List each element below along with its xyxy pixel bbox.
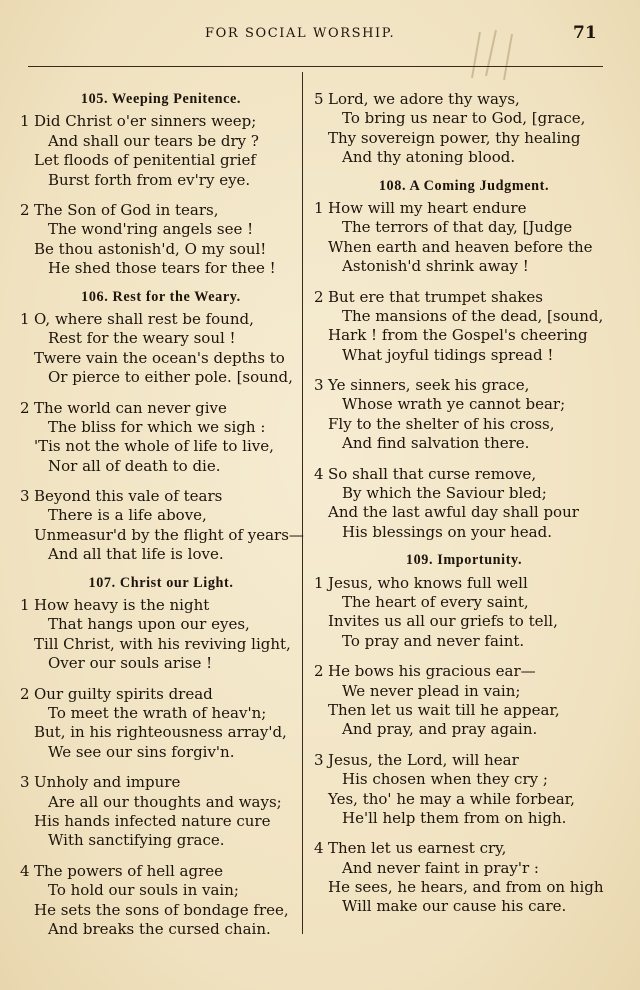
verse-line xyxy=(314,503,614,522)
verse-text: To pray and never faint. xyxy=(342,631,525,650)
verse-line xyxy=(314,859,614,878)
verse-text: There is a life above, xyxy=(48,506,207,525)
verse-line xyxy=(20,773,302,792)
verse-text: Then let us wait till he appear, xyxy=(328,700,560,719)
verse-text: Invites us all our griefs to tell, xyxy=(328,612,558,631)
verse-line xyxy=(314,632,614,651)
verse-line xyxy=(314,109,614,128)
right-column xyxy=(314,90,614,926)
stanza-number: 5 xyxy=(314,90,324,108)
verse-text: Fly to the shelter of his cross, xyxy=(328,414,555,433)
stanza xyxy=(20,399,302,477)
verse-text: Burst forth from ev'ry eye. xyxy=(48,170,251,189)
verse-text: To hold our souls in vain; xyxy=(48,881,239,900)
hymn xyxy=(20,90,302,279)
hymn-title: 107. Christ our Light. xyxy=(88,574,234,591)
verse-line xyxy=(314,326,614,345)
verse-line xyxy=(20,615,302,634)
hymn xyxy=(20,288,302,565)
verse-line xyxy=(20,862,302,881)
verse-text: And find salvation there. xyxy=(342,434,530,453)
stanza-number: 3 xyxy=(314,376,324,395)
verse-line xyxy=(314,395,614,414)
verse-line xyxy=(20,881,302,900)
verse-line xyxy=(314,434,614,453)
verse-line xyxy=(20,220,302,239)
verse-text: We never plead in vain; xyxy=(342,681,521,700)
verse-line xyxy=(314,465,614,484)
stanza-number: 2 xyxy=(314,662,324,681)
verse-text: And pray, and pray again. xyxy=(342,720,538,739)
verse-text: The powers of hell agree xyxy=(34,861,224,880)
verse-text: The bliss for which we sigh : xyxy=(48,417,266,436)
verse-text: Nor all of death to die. xyxy=(48,456,221,475)
verse-text: Ye sinners, seek his grace, xyxy=(328,376,530,395)
verse-text: He bows his gracious ear— xyxy=(328,662,536,681)
verse-text: Over our souls arise ! xyxy=(48,654,213,673)
hymn-title: 106. Rest for the Weary. xyxy=(81,288,241,305)
verse-text: His blessings on your head. xyxy=(342,522,552,541)
stanza-number: 2 xyxy=(20,684,30,703)
verse-line xyxy=(20,635,302,654)
verse-line xyxy=(314,148,614,167)
verse-text: He sets the sons of bondage free, xyxy=(34,900,289,919)
verse-line xyxy=(20,793,302,812)
handwritten-mark-icon xyxy=(466,24,546,84)
verse-line xyxy=(314,90,614,109)
verse-text: To bring us near to God, [grace, xyxy=(342,109,586,128)
stanza-number: 2 xyxy=(20,200,30,219)
verse-text: Hark ! from the Gospel's cheering xyxy=(328,326,588,345)
verse-line xyxy=(20,437,302,456)
verse-line xyxy=(20,171,302,190)
stanza-number: 4 xyxy=(314,464,324,483)
stanza xyxy=(20,685,302,763)
verse-text: He sees, he hears, and from on high xyxy=(328,878,604,897)
verse-text: The Son of God in tears, xyxy=(34,200,219,219)
verse-line xyxy=(20,704,302,723)
stanza-number: 4 xyxy=(20,861,30,880)
verse-text: Yes, tho' he may a while forbear, xyxy=(328,789,575,808)
verse-line xyxy=(20,151,302,170)
verse-text: The wond'ring angels see ! xyxy=(48,220,254,239)
verse-text: And shall our tears be dry ? xyxy=(48,131,259,150)
verse-line xyxy=(20,310,302,329)
verse-text: Lord, we adore thy ways, xyxy=(328,90,520,108)
verse-text: O, where shall rest be found, xyxy=(34,309,254,328)
verse-line xyxy=(314,612,614,631)
verse-line xyxy=(20,329,302,348)
page-header xyxy=(0,22,640,52)
verse-line xyxy=(20,201,302,220)
verse-line xyxy=(20,526,302,545)
stanza xyxy=(20,112,302,190)
stanza-number: 2 xyxy=(314,287,324,306)
stanza xyxy=(314,662,614,740)
verse-line xyxy=(314,720,614,739)
stanza-number: 3 xyxy=(314,750,324,769)
verse-text: We see our sins forgiv'n. xyxy=(48,742,235,761)
verse-line xyxy=(314,307,614,326)
verse-text: Unholy and impure xyxy=(34,773,181,792)
verse-text: Will make our cause his care. xyxy=(342,897,567,916)
verse-line xyxy=(20,831,302,850)
verse-text: Till Christ, with his reviving light, xyxy=(34,634,291,653)
verse-line xyxy=(20,723,302,742)
verse-line xyxy=(314,790,614,809)
stanza xyxy=(20,862,302,940)
verse-line xyxy=(314,809,614,828)
verse-line xyxy=(20,349,302,368)
hymn-title: 109. Importunity. xyxy=(405,552,523,569)
verse-line xyxy=(20,743,302,762)
stanza xyxy=(314,839,614,917)
verse-text: And breaks the cursed chain. xyxy=(48,919,271,938)
verse-text: What joyful tidings spread ! xyxy=(342,345,554,364)
stanza-number: 3 xyxy=(20,487,30,506)
verse-text: Let floods of penitential grief xyxy=(34,151,256,170)
stanza xyxy=(20,310,302,388)
verse-line xyxy=(314,257,614,276)
verse-text: Jesus, who knows full well xyxy=(328,573,528,592)
stanza xyxy=(20,201,302,279)
verse-text: Or pierce to either pole. [sound, xyxy=(48,368,293,387)
verse-text: And the last awful day shall pour xyxy=(328,503,579,522)
verse-line xyxy=(314,574,614,593)
verse-line xyxy=(20,596,302,615)
verse-line xyxy=(314,199,614,218)
verse-text: Did Christ o'er sinners weep; xyxy=(34,112,257,131)
stanza xyxy=(314,90,614,168)
stanza-number: 1 xyxy=(314,198,324,217)
verse-line xyxy=(20,457,302,476)
verse-text: That hangs upon our eyes, xyxy=(48,615,250,634)
verse-text: So shall that curse remove, xyxy=(328,464,537,483)
verse-line xyxy=(314,218,614,237)
verse-text: Rest for the weary soul ! xyxy=(48,329,236,348)
verse-line xyxy=(314,129,614,148)
verse-text: Twere vain the ocean's depths to xyxy=(34,348,285,367)
verse-text: When earth and heaven before the xyxy=(328,237,593,256)
verse-line xyxy=(314,770,614,789)
hymn xyxy=(314,90,614,168)
stanza xyxy=(314,574,614,652)
verse-text: The heart of every saint, xyxy=(342,593,529,612)
verse-line xyxy=(20,506,302,525)
verse-text: By which the Saviour bled; xyxy=(342,484,547,503)
stanza-number: 1 xyxy=(20,112,30,131)
verse-line xyxy=(20,685,302,704)
verse-line xyxy=(20,418,302,437)
stanza xyxy=(314,751,614,829)
verse-line xyxy=(314,662,614,681)
hymn-title: 105. Weeping Penitence. xyxy=(80,91,242,107)
hymn xyxy=(20,574,302,940)
verse-line xyxy=(314,523,614,542)
verse-text: Jesus, the Lord, will hear xyxy=(328,750,519,769)
stanza xyxy=(314,465,614,543)
verse-line xyxy=(20,132,302,151)
verse-text: Be thou astonish'd, O my soul! xyxy=(34,239,267,258)
verse-line xyxy=(20,920,302,939)
verse-line xyxy=(20,240,302,259)
left-column xyxy=(20,90,302,948)
verse-line xyxy=(314,751,614,770)
verse-text: The mansions of the dead, [sound, xyxy=(342,306,604,325)
page-number: 71 xyxy=(573,23,597,43)
verse-line xyxy=(314,701,614,720)
verse-line xyxy=(20,901,302,920)
verse-text: But, in his righteousness array'd, xyxy=(34,723,287,742)
verse-line xyxy=(314,346,614,365)
stanza-number: 4 xyxy=(314,839,324,858)
column-divider xyxy=(302,72,303,934)
verse-text: His hands infected nature cure xyxy=(34,811,271,830)
verse-text: He'll help them from on high. xyxy=(342,808,567,827)
verse-text: To meet the wrath of heav'n; xyxy=(48,703,267,722)
verse-line xyxy=(20,259,302,278)
verse-text: Unmeasur'd by the flight of years— xyxy=(34,525,304,544)
verse-text: 'Tis not the whole of life to live, xyxy=(34,437,274,456)
verse-text: And thy atoning blood. xyxy=(342,148,516,167)
verse-line xyxy=(20,545,302,564)
verse-text: How will my heart endure xyxy=(328,198,527,217)
hymn xyxy=(314,551,614,917)
stanza-number: 2 xyxy=(20,398,30,417)
verse-text: His chosen when they cry ; xyxy=(342,770,548,789)
verse-text: Our guilty spirits dread xyxy=(34,684,213,703)
verse-text: The world can never give xyxy=(34,398,227,417)
verse-line xyxy=(20,112,302,131)
verse-line xyxy=(314,238,614,257)
verse-line xyxy=(314,415,614,434)
hymn-title: 108. A Coming Judgment. xyxy=(378,177,550,194)
stanza-number: 1 xyxy=(20,596,30,615)
verse-text: But ere that trumpet shakes xyxy=(328,287,543,306)
stanza xyxy=(314,376,614,454)
verse-text: Whose wrath ye cannot bear; xyxy=(342,395,566,414)
verse-text: Are all our thoughts and ways; xyxy=(48,792,282,811)
stanza xyxy=(314,199,614,277)
verse-line xyxy=(314,839,614,858)
verse-line xyxy=(314,682,614,701)
running-title: FOR SOCIAL WORSHIP. xyxy=(205,26,396,41)
stanza xyxy=(20,487,302,565)
verse-text: How heavy is the night xyxy=(34,596,210,615)
verse-line xyxy=(20,654,302,673)
hymn xyxy=(314,177,614,543)
verse-text: He shed those tears for thee ! xyxy=(48,259,276,278)
verse-text: With sanctifying grace. xyxy=(48,831,225,850)
stanza-number: 1 xyxy=(20,309,30,328)
verse-text: And all that life is love. xyxy=(48,545,224,564)
verse-text: Beyond this vale of tears xyxy=(34,487,223,506)
verse-text: Then let us earnest cry, xyxy=(328,839,507,858)
verse-line xyxy=(314,288,614,307)
verse-text: The terrors of that day, [Judge xyxy=(342,218,573,237)
stanza-number: 1 xyxy=(314,573,324,592)
verse-text: And never faint in pray'r : xyxy=(342,858,539,877)
verse-line xyxy=(314,484,614,503)
verse-line xyxy=(314,376,614,395)
verse-text: Thy sovereign power, thy healing xyxy=(328,128,581,147)
stanza xyxy=(20,773,302,851)
stanza xyxy=(314,288,614,366)
verse-line xyxy=(20,812,302,831)
verse-line xyxy=(20,368,302,387)
verse-text: Astonish'd shrink away ! xyxy=(342,257,529,276)
stanza xyxy=(20,596,302,674)
verse-line xyxy=(314,878,614,897)
verse-line xyxy=(314,897,614,916)
header-rule xyxy=(28,66,603,67)
stanza-number: 3 xyxy=(20,773,30,792)
verse-line xyxy=(20,487,302,506)
verse-line xyxy=(314,593,614,612)
verse-line xyxy=(20,399,302,418)
